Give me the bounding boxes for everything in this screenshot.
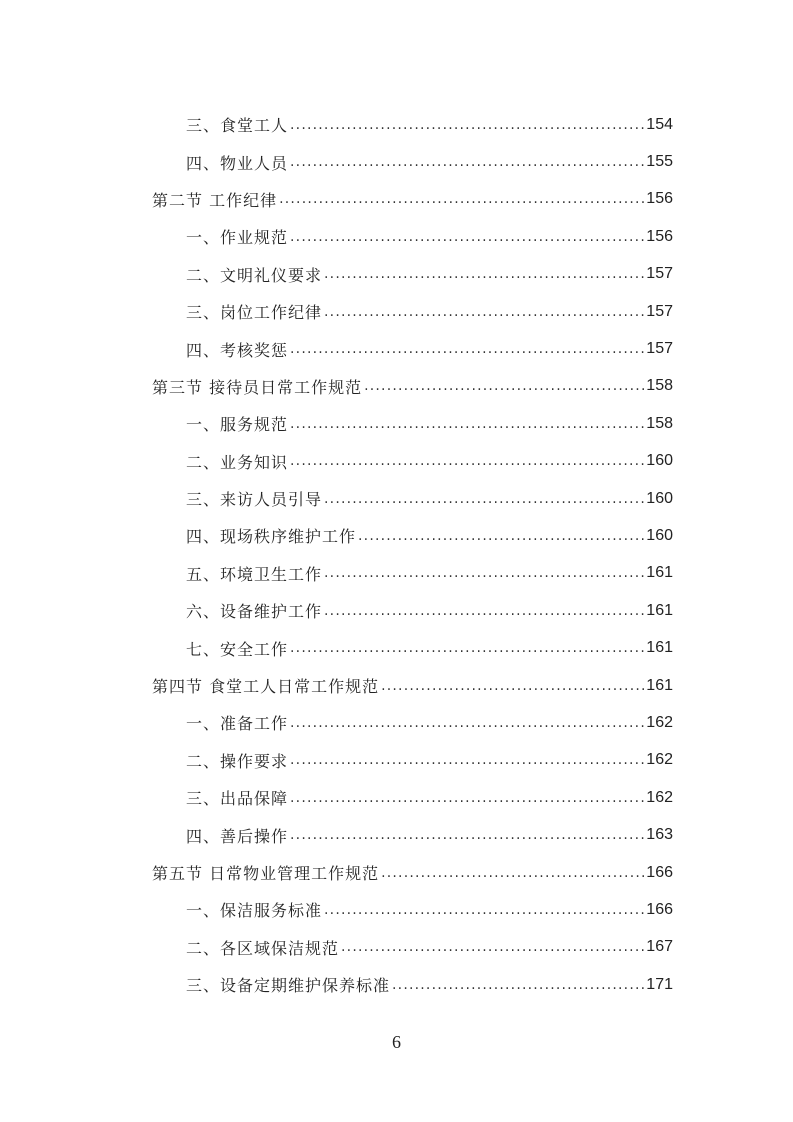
toc-entry-title: 第四节 食堂工人日常工作规范 [152,677,380,697]
toc-subsection-entry[interactable] [186,218,673,255]
toc-dot-leader [364,378,644,394]
toc-subsection-entry[interactable] [186,555,673,592]
toc-subsection-entry[interactable] [186,143,673,180]
toc-entry-title: 一、服务规范 [186,415,289,435]
toc-entry-page: 157 [646,302,673,320]
toc-dot-leader [290,790,644,806]
toc-entry-page: 163 [646,826,673,844]
toc-entry-title: 第三节 接待员日常工作规范 [152,377,363,397]
toc-entry-title: 第二节 工作纪律 [152,190,278,210]
toc-section-entry[interactable] [152,854,673,891]
toc-subsection-entry[interactable] [186,966,673,1003]
table-of-contents [0,106,793,1003]
toc-entry-title: 三、岗位工作纪律 [186,303,323,323]
toc-entry-page: 158 [646,377,673,395]
toc-subsection-entry[interactable] [186,742,673,779]
toc-subsection-entry[interactable] [186,592,673,629]
toc-dot-leader [290,341,644,357]
toc-subsection-entry[interactable] [186,330,673,367]
toc-section-entry[interactable] [152,368,673,405]
toc-entry-page: 162 [646,788,673,806]
toc-dot-leader [341,939,644,955]
toc-entry-title: 一、保洁服务标准 [186,901,323,921]
toc-entry-title: 四、考核奖惩 [186,340,289,360]
toc-dot-leader [290,453,644,469]
toc-entry-title: 一、准备工作 [186,714,289,734]
toc-entry-title: 一、作业规范 [186,228,289,248]
toc-dot-leader [381,678,644,694]
toc-subsection-entry[interactable] [186,256,673,293]
toc-subsection-entry[interactable] [186,443,673,480]
toc-entry-title: 二、业务知识 [186,452,289,472]
toc-dot-leader [392,977,644,993]
toc-dot-leader [290,827,644,843]
toc-subsection-entry[interactable] [186,480,673,517]
toc-dot-leader [290,416,644,432]
toc-dot-leader [381,865,644,881]
toc-dot-leader [324,603,644,619]
toc-subsection-entry[interactable] [186,704,673,741]
toc-entry-page: 161 [646,639,673,657]
toc-entry-page: 167 [646,938,673,956]
toc-dot-leader [324,491,644,507]
toc-dot-leader [290,715,644,731]
toc-entry-title: 三、出品保障 [186,789,289,809]
toc-dot-leader [324,565,644,581]
toc-entry-page: 166 [646,900,673,918]
toc-dot-leader [358,528,644,544]
toc-subsection-entry[interactable] [186,106,673,143]
toc-entry-page: 157 [646,265,673,283]
toc-entry-title: 五、环境卫生工作 [186,564,323,584]
toc-subsection-entry[interactable] [186,891,673,928]
toc-section-entry[interactable] [152,181,673,218]
toc-entry-page: 154 [646,115,673,133]
toc-entry-page: 166 [646,863,673,881]
toc-dot-leader [324,266,644,282]
toc-entry-page: 155 [646,153,673,171]
toc-entry-page: 156 [646,227,673,245]
toc-entry-title: 三、来访人员引导 [186,490,323,510]
toc-entry-title: 七、安全工作 [186,639,289,659]
toc-entry-title: 三、食堂工人 [186,116,289,136]
toc-entry-title: 二、各区域保洁规范 [186,938,340,958]
toc-entry-page: 160 [646,452,673,470]
toc-subsection-entry[interactable] [186,779,673,816]
toc-entry-title: 第五节 日常物业管理工作规范 [152,864,380,883]
toc-entry-page: 171 [646,975,673,993]
toc-dot-leader [290,117,644,133]
toc-subsection-entry[interactable] [186,929,673,966]
toc-entry-title: 四、善后操作 [186,826,289,846]
toc-dot-leader [324,902,644,918]
toc-entry-title: 二、文明礼仪要求 [186,265,323,285]
toc-dot-leader [290,640,644,656]
toc-entry-page: 158 [646,414,673,432]
toc-dot-leader [290,229,644,245]
toc-entry-page: 162 [646,751,673,769]
toc-entry-title: 三、设备定期维护保养标准 [186,976,391,996]
toc-dot-leader [324,304,644,320]
toc-subsection-entry[interactable] [186,517,673,554]
page-number: 6 [392,1032,401,1052]
toc-entry-page: 160 [646,489,673,507]
toc-subsection-entry[interactable] [186,816,673,853]
toc-entry-page: 161 [646,601,673,619]
toc-subsection-entry[interactable] [186,405,673,442]
toc-entry-page: 162 [646,713,673,731]
toc-subsection-entry[interactable] [186,629,673,666]
toc-dot-leader [290,752,644,768]
toc-entry-page: 161 [646,676,673,694]
toc-entry-title: 六、设备维护工作 [186,602,323,622]
toc-entry-page: 156 [646,190,673,208]
toc-subsection-entry[interactable] [186,293,673,330]
toc-entry-title: 四、现场秩序维护工作 [186,527,357,547]
toc-dot-leader [290,154,644,170]
toc-entry-page: 160 [646,526,673,544]
toc-dot-leader [279,191,644,207]
toc-entry-title: 二、操作要求 [186,751,289,771]
toc-entry-page: 161 [646,564,673,582]
toc-entry-title: 四、物业人员 [186,153,289,173]
toc-section-entry[interactable] [152,667,673,704]
toc-entry-page: 157 [646,340,673,358]
